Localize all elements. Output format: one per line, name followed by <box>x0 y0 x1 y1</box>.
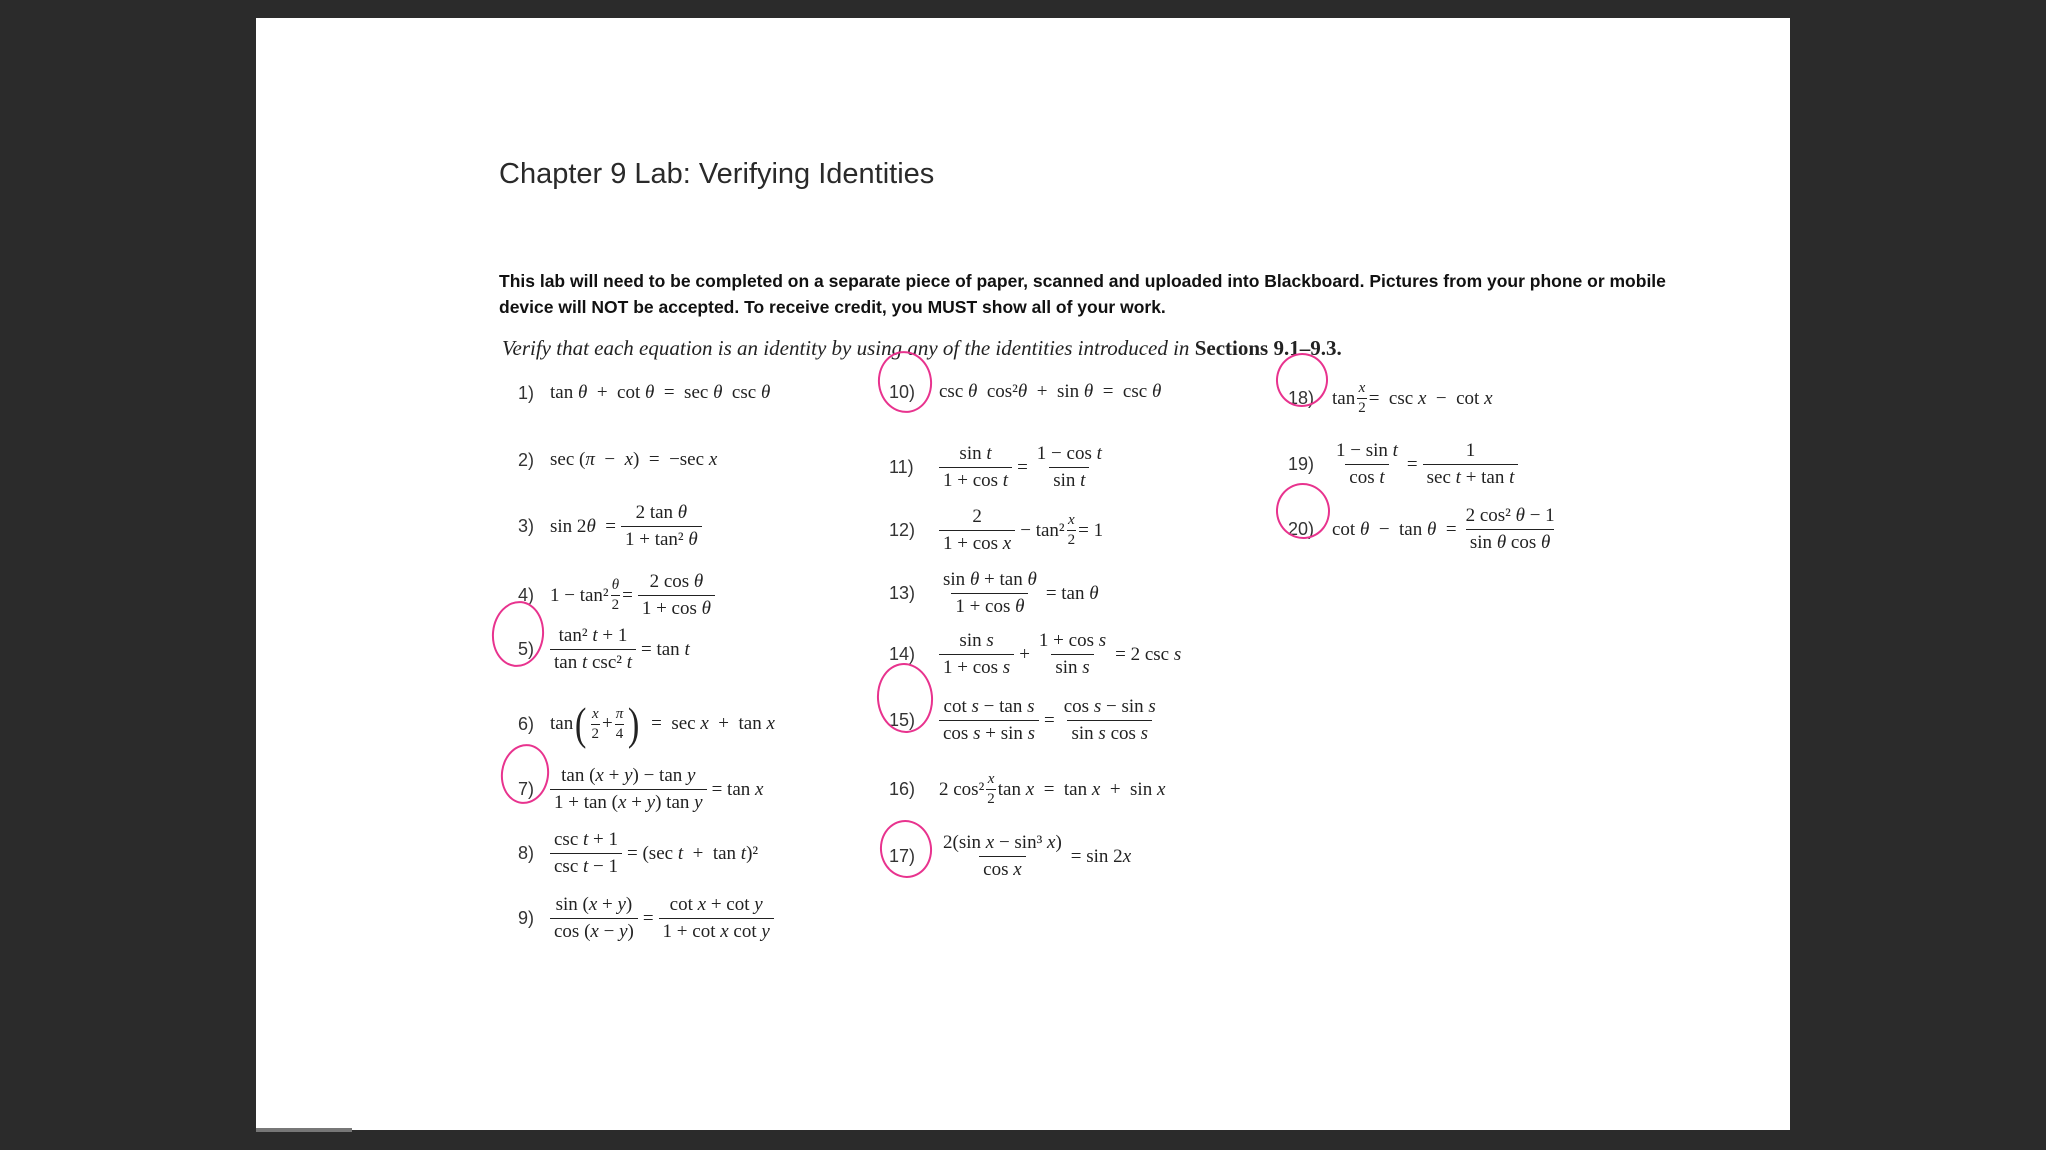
page-edge-shadow <box>256 1128 352 1132</box>
problem-number: 19) <box>1288 454 1315 474</box>
page-title: Chapter 9 Lab: Verifying Identities <box>499 158 935 190</box>
equation: $\frac{\text{cot s − tan s}}{\text{cos s + sin s}}$ = $\frac{\text{cos s − sin s}}{\text{sin s cos s}}$ <box>939 696 1165 745</box>
document-page <box>256 18 1790 1130</box>
equation: $\frac{\text{sin θ + tan θ}}{\text{1 + cos θ}}$ = tan θ <box>943 569 1099 617</box>
equation: $\frac{\text{sin t}}{\text{1 + cos t}}$ = $\frac{\text{1 − cos t}}{\text{sin t}}$ <box>939 443 1111 492</box>
equation: tan $\frac{x}{2}$ = csc x − cot x <box>1332 380 1493 416</box>
problem-12 <box>889 506 1103 555</box>
problem-19 <box>1288 440 1523 489</box>
problem-number: 2) <box>518 449 535 470</box>
verify-directions <box>502 336 1342 361</box>
problem-8 <box>518 829 758 878</box>
problem-10 <box>889 381 1161 403</box>
problem-1 <box>518 382 770 404</box>
problem-15 <box>889 696 1165 745</box>
problem-18 <box>1288 380 1493 417</box>
problem-14 <box>889 630 1181 679</box>
problem-9 <box>518 894 779 943</box>
equation: $\frac{2}{\text{1 + cos x}}$ − tan² $\frac{x}{2}$ = 1 <box>939 506 1103 555</box>
problem-number: 17) <box>889 846 916 866</box>
equation: 1 − tan² $\frac{\theta}{2}$ = $\frac{\text{2 cos θ}}{\text{1 + cos θ}}$ <box>550 571 720 620</box>
equation: $\frac{\text{tan² t + 1}}{\text{tan t csc² t}}$ = tan t <box>550 625 690 674</box>
equation: tan ( $\frac{x}{2}$ + $\frac{\pi}{4}$ ) = sec x + tan x <box>550 698 775 749</box>
problem-2 <box>518 449 717 471</box>
problem-number: 5) <box>518 639 535 659</box>
problem-number: 3) <box>518 516 535 536</box>
problem-11 <box>889 443 1111 492</box>
equation: $\frac{\text{tan (x + y) − tan y}}{\text{1 + tan (x + y) tan y}}$ = tan x <box>550 765 763 814</box>
problem-number: 4) <box>518 585 535 605</box>
problem-number: 20) <box>1288 519 1315 539</box>
verify-text: Verify that each equation is an identity by using any of the identities introduced in <box>502 336 1190 360</box>
problem-number: 16) <box>889 779 916 799</box>
problem-20 <box>1288 505 1564 554</box>
equation: tan θ + cot θ = sec θ csc θ <box>550 382 771 403</box>
problem-number: 13) <box>889 583 916 603</box>
problem-number: 14) <box>889 644 916 664</box>
verify-sections: Sections 9.1–9.3. <box>1194 336 1342 360</box>
problem-number: 8) <box>518 843 535 863</box>
equation: $\frac{\text{1 − sin t}}{\text{cos t}}$ = $\frac{1}{\text{sec t + tan t}}$ <box>1332 440 1523 489</box>
problem-number: 9) <box>518 908 535 928</box>
instructions-paragraph: This lab will need to be completed on a separate piece of paper, scanned and uploaded into Blackboard. Pictures from your phone or mobile device will NOT be accepted. To receive credit, you MUST show all of your work. <box>499 271 1666 317</box>
problem-number: 10) <box>889 381 916 402</box>
problem-number: 12) <box>889 520 916 540</box>
equation: cot θ − tan θ = $\frac{\text{2 cos² θ − 1}}{\text{sin θ cos θ}}$ <box>1332 505 1555 553</box>
equation: $\frac{\text{2(sin x − sin³ x)}}{\text{cos x}}$ = sin 2 x <box>943 832 1132 880</box>
problem-13 <box>889 569 1099 618</box>
problem-16 <box>889 771 1165 808</box>
problem-5 <box>518 625 690 674</box>
equation: $\frac{\text{csc t + 1}}{\text{csc t − 1}}$ = (sec t + tan t )² <box>550 829 758 878</box>
problem-number: 11) <box>889 457 914 477</box>
problem-number: 15) <box>889 710 916 730</box>
equation: sin 2 θ = $\frac{\text{2 tan θ}}{\text{1 + tan² θ}}$ <box>550 502 707 551</box>
problem-number: 7) <box>518 779 535 799</box>
problem-number: 1) <box>518 382 535 403</box>
equation: csc θ cos² θ + sin θ = csc θ <box>939 381 1162 402</box>
problem-17 <box>889 832 1131 881</box>
problem-3 <box>518 502 707 551</box>
equation: $\frac{\sin (x + y)}{\cos (x - y)}$ = $\frac{\text{cot x + cot y}}{\text{1 + cot x cot y}}$ <box>550 894 779 943</box>
problem-7 <box>518 765 763 814</box>
equation: sec ( π − x ) = −sec x <box>550 449 718 470</box>
problem-4 <box>518 571 720 620</box>
problem-number: 6) <box>518 713 535 734</box>
equation: $\frac{\text{sin s}}{\text{1 + cos s}}$ + $\frac{\text{1 + cos s}}{\text{sin s}}$ = 2 csc s <box>939 630 1181 679</box>
problem-6 <box>518 698 775 749</box>
equation: 2 cos² $\frac{x}{2}$ tan x = tan x + sin x <box>939 771 1166 807</box>
problem-number: 18) <box>1288 388 1315 408</box>
